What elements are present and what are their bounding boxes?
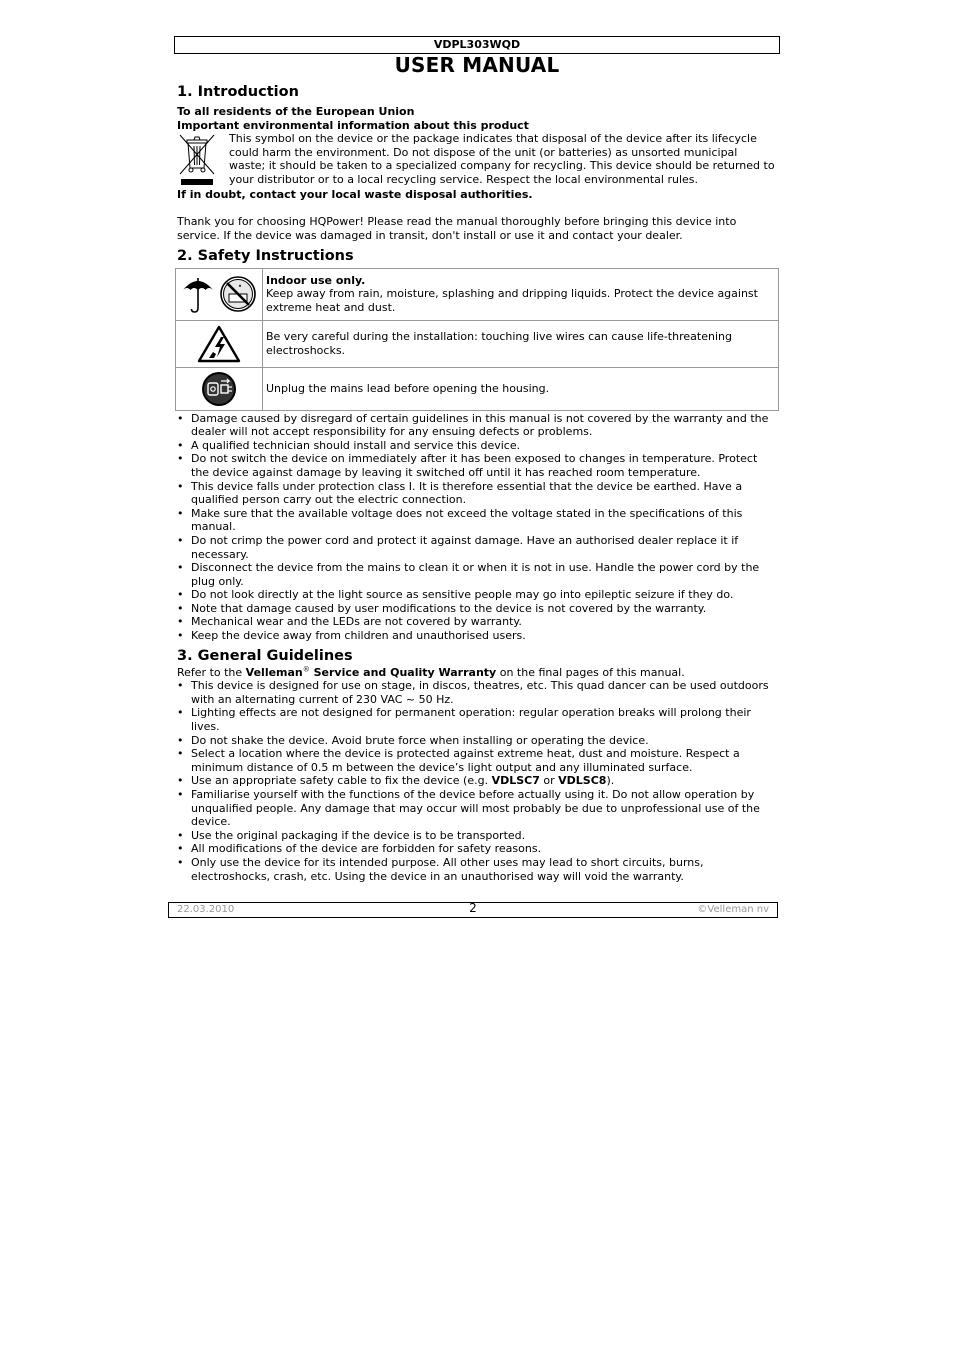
list-item: • Familiarise yourself with the functions of the device before actually using it. Do not allow operation by unqualified people. Any damage that may occur will most probably be due to unprofessional use of the device. [177,788,777,829]
section-heading-safety: 2. Safety Instructions [177,247,354,264]
list-item: • This device is designed for use on stage, in discos, theatres, etc. This quad dancer can be used outdoors with an alternating current of 230 VAC ~ 50 Hz. [177,679,777,706]
list-item: • Keep the device away from children and unauthorised users. [177,629,777,643]
list-item: • Damage caused by disregard of certain guidelines in this manual is not covered by the warranty and the dealer will not accept responsibility for any ensuing defects or problems. [177,412,777,439]
electric-shock-warning-icon [197,337,241,350]
section-heading-introduction: 1. Introduction [177,84,299,100]
footer-copyright: ©Velleman nv [697,904,769,915]
list-item: • Only use the device for its intended purpose. All other uses may lead to short circuits, burns, electroshocks, crash, etc. Using the device in an unauthorised way will void the warranty. [177,856,777,883]
list-item: • Disconnect the device from the mains to clean it or when it is not in use. Handle the power cord by the plug only. [177,561,777,588]
weee-text: This symbol on the device or the package indicates that disposal of the device after its lifecycle could harm the environment. Do not dispose of the unit (or batteries) as unsorted municipal waste; it should be taken to a specialized company for recycling. This device should be returned to your distributor or to a local recycling service. Respect the local environmental rules. [229,132,775,186]
crossed-out-bin-icon [177,132,229,190]
list-item: • Mechanical wear and the LEDs are not covered by warranty. [177,615,777,629]
safety-row-unplug [176,367,779,410]
manual-content [177,80,777,883]
safety-text-cell [263,367,779,410]
no-splashing-icon [219,287,257,300]
shock-text: Be very careful during the installation: touching live wires can cause life-threatening electroshocks. [266,329,732,357]
eu-residents-line: To all residents of the European Union [177,105,415,118]
general-bullet-list [177,679,777,883]
indoor-text: Keep away from rain, moisture, splashing and dripping liquids. Protect the device against extreme heat and dust. [266,287,758,314]
warranty-reference: Refer to the Velleman® Service and Quality Warranty on the final pages of this manual. [177,665,685,679]
list-item: • Make sure that the available voltage does not exceed the voltage stated in the specifications of this manual. [177,507,777,534]
safety-icons-cell [176,320,263,367]
doubt-line: If in doubt, contact your local waste disposal authorities. [177,187,533,201]
page-footer [168,902,778,918]
list-item: • Use the original packaging if the device is to be transported. [177,829,777,843]
thanks-paragraph: Thank you for choosing HQPower! Please read the manual thoroughly before bringing this device into service. If the device was damaged in transit, don't install or use it and contact your dealer. [177,215,737,242]
safety-row-indoor [176,268,779,320]
list-item: • This device falls under protection class I. It is therefore essential that the device be earthed. Have a qualified person carry out the electric connection. [177,480,777,507]
section-heading-general: 3. General Guidelines [177,647,353,664]
safety-bullet-list [177,412,777,643]
indoor-title: Indoor use only. [266,273,366,287]
list-item: • Lighting effects are not designed for permanent operation: regular operation breaks will prolong their lives. [177,706,777,733]
safety-row-shock [176,320,779,367]
document-title: USER MANUAL [394,53,560,77]
safety-table [175,268,779,411]
footer-date: 22.03.2010 [177,904,235,915]
list-item: • All modifications of the device are forbidden for safety reasons. [177,842,777,856]
weee-notice [177,132,777,190]
list-item: • Do not crimp the power cord and protect it against damage. Have an authorised dealer replace it if necessary. [177,534,777,561]
list-item: • Select a location where the device is protected against extreme heat, dust and moisture. Respect a minimum distance of 0.5 m between the device’s light output and any illuminated surface. [177,747,777,774]
umbrella-icon [181,287,219,300]
list-item: • A qualified technician should install and service this device. [177,439,777,453]
unplug-mains-icon [201,382,237,395]
safety-icons-cell [176,367,263,410]
list-item: • Do not look directly at the light source as sensitive people may go into epileptic seizure if they do. [177,588,777,602]
unplug-text: Unplug the mains lead before opening the housing. [266,381,550,395]
list-item: • Use an appropriate safety cable to fix the device (e.g. VDLSC7 or VDLSC8). [177,774,777,788]
safety-text-cell [263,268,779,320]
model-number: VDPL303WQD [174,36,780,54]
safety-icons-cell [176,268,263,320]
env-info-line: Important environmental information about this product [177,118,529,132]
list-item: • Note that damage caused by user modifications to the device is not covered by the warranty. [177,602,777,616]
list-item: • Do not shake the device. Avoid brute force when installing or operating the device. [177,734,777,748]
list-item: • Do not switch the device on immediately after it has been exposed to changes in temperature. Protect the device against damage by leaving it switched off until it has reached room temperature. [177,452,777,479]
safety-text-cell [263,320,779,367]
page-number: 2 [469,901,477,915]
